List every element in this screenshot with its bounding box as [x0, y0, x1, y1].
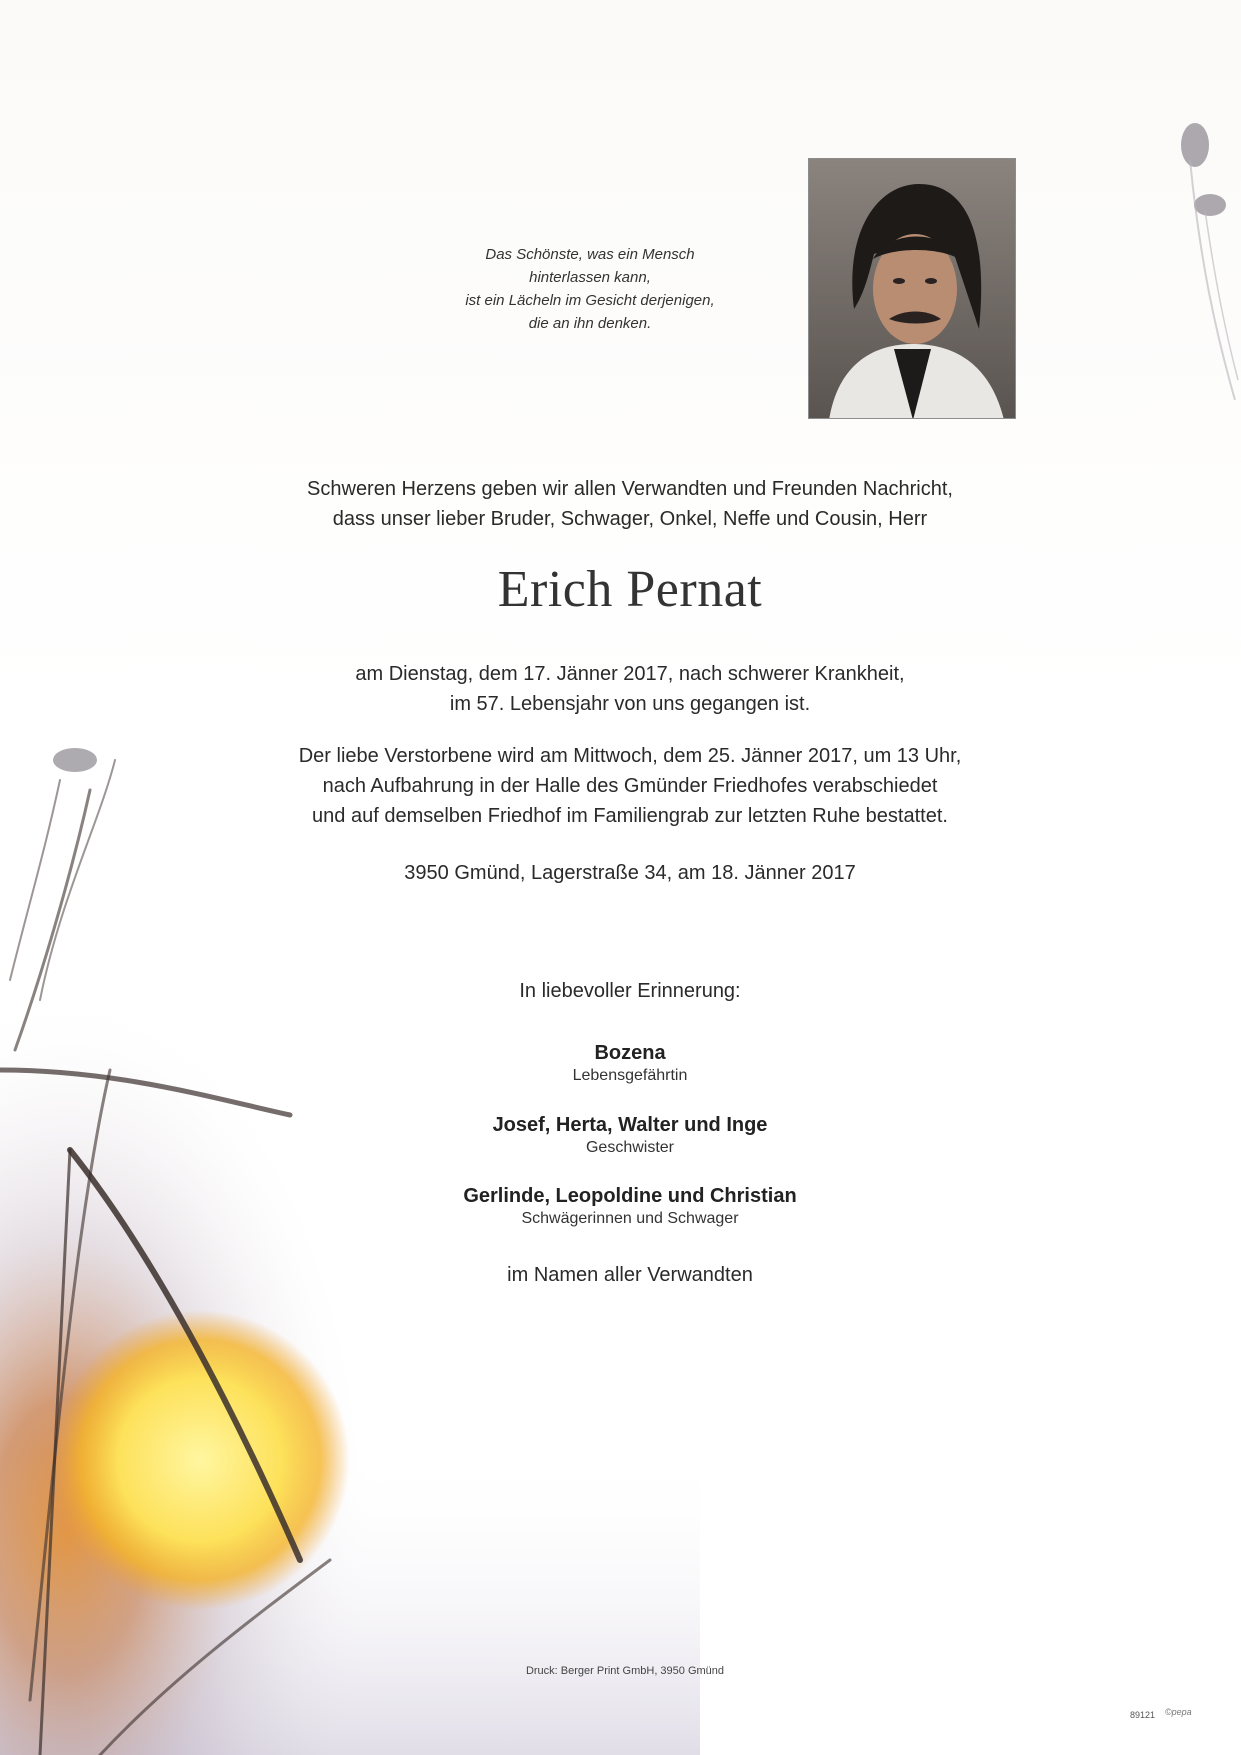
quote-line: die an ihn denken.	[528, 315, 652, 332]
template-code: 89121	[1130, 1710, 1156, 1720]
publisher-logo: ©pepa	[1165, 1707, 1192, 1717]
quote-line: Das Schönste, was ein Mensch	[485, 246, 695, 263]
mourner-group	[200, 1040, 1060, 1086]
mourner-role: Lebensgefährtin	[572, 1067, 688, 1084]
mourner-name: Bozena	[594, 1042, 666, 1064]
mourner-name: Gerlinde, Leopoldine und Christian	[463, 1185, 797, 1207]
mourner-group	[200, 1183, 1060, 1229]
memory-heading: In liebevoller Erinnerung:	[519, 980, 741, 1002]
deceased-name: Erich Pernat	[497, 561, 763, 618]
mourner-role: Geschwister	[585, 1139, 675, 1156]
death-details	[200, 659, 1060, 719]
closing-line: im Namen aller Verwandten	[507, 1264, 753, 1286]
death-line: am Dienstag, dem 17. Jänner 2017, nach schwerer Krankheit,	[355, 663, 905, 685]
death-line: im 57. Lebensjahr von uns gegangen ist.	[449, 693, 811, 715]
funeral-line: Der liebe Verstorbene wird am Mittwoch, dem 25. Jänner 2017, um 13 Uhr,	[298, 745, 962, 767]
intro-line: dass unser lieber Bruder, Schwager, Onkel, Neffe und Cousin, Herr	[332, 508, 928, 530]
place-date: 3950 Gmünd, Lagerstraße 34, am 18. Jänner 2017	[404, 862, 856, 884]
mourner-name: Josef, Herta, Walter und Inge	[492, 1114, 768, 1136]
funeral-details	[200, 741, 1060, 831]
memorial-quote	[400, 243, 780, 335]
mourner-role: Schwägerinnen und Schwager	[521, 1210, 739, 1227]
intro-line: Schweren Herzens geben wir allen Verwandten und Freunden Nachricht,	[307, 478, 953, 500]
funeral-line: nach Aufbahrung in der Halle des Gmünder Friedhofes verabschiedet	[322, 775, 938, 797]
quote-line: hinterlassen kann,	[529, 269, 651, 286]
funeral-line: und auf demselben Friedhof im Familiengrab zur letzten Ruhe bestattet.	[312, 805, 948, 827]
portrait-photo	[808, 158, 1016, 419]
quote-line: ist ein Lächeln im Gesicht derjenigen,	[465, 292, 715, 309]
mourner-group	[200, 1112, 1060, 1158]
announcement-intro	[200, 474, 1060, 534]
printer-credit: Druck: Berger Print GmbH, 3950 Gmünd	[525, 1665, 725, 1677]
